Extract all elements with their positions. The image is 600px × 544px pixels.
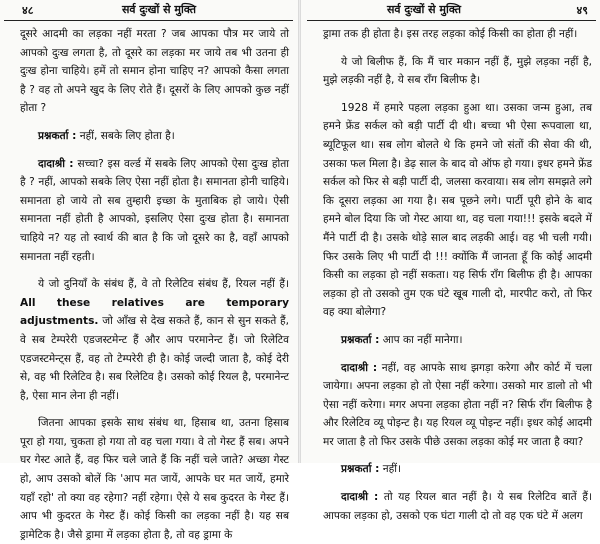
paragraph: ड्रामा तक ही होता है। इस तरह लड़का कोई किसी का होता ही नहीं। xyxy=(323,28,578,40)
answer-paragraph xyxy=(20,155,289,267)
speaker-label: दादाश्री : xyxy=(38,157,74,170)
right-page-body xyxy=(307,21,596,525)
paragraph: दूसरे आदमी का लड़का नहीं मरता ? जब आपका पौत्र मर जाये तो आपको दुःख लगता है, तो दूसरे का लड़का मर जाये तब भी उतना ही दुःख होना चाहिये। हमें तो समान होना चाहिए न? आपको कैसा लगता है ? वह तो अपने खुद के लिए रोते हैं। दूसरों के लिए आपको कुछ नहीं होता ? xyxy=(20,28,289,115)
paragraph-text: ये जो दुनियाँ के संबंध हैं, वे तो रिलेटिव संबंध हैं, रियल नहीं हैं। xyxy=(38,278,289,291)
speaker-label: प्रश्नकर्ता : xyxy=(38,129,77,142)
paragraph: जितना आपका इसके साथ संबंध था, हिसाब था, उतना हिसाब पूरा हो गया, चुकता हो गया तो वह चला गया। वे तो गेस्ट हैं सब। अपने घर गेस्ट आते हैं, वह फिर चले जाते हैं कि नहीं चले जाते? अच्छा गेस्ट हो, आप उसको बोलें कि 'आप मत जायें, आपके घर मत जायें, हमारे यहाँ रहो' तो क्या वह रहेगा? नहीं रहेगा। ऐसे ये सब कुदरत के गेस्ट हैं। आप भी कुदरत के गेस्ट हैं। कोई किसी का लड़का नहीं है। यह सब ड्रामेटिक है। जैसे ड्रामा में लड़का होता है, तो वह ड्रामा के xyxy=(20,417,289,541)
speech-text: नहीं। xyxy=(382,463,402,476)
paragraph: ये जो बिलीफ हैं, कि मैं चार मकान नहीं हैं, मुझे लड़का नहीं है, मुझे लड़की नहीं है, ये सब रॉंग बिलीफ है। xyxy=(323,55,592,87)
left-page-body xyxy=(4,21,293,544)
speaker-label: प्रश्नकर्ता : xyxy=(341,333,380,346)
speech-text: तो यह रियल बात नहीं है। ये सब रिलेटिव बातें हैं। आपका लड़का हो, उसको एक घंटा गाली दो तो वह एक घंटे में अलग xyxy=(323,491,592,522)
speech-text: नहीं, सबके लिए होता है। xyxy=(79,129,175,142)
paragraph: 1928 में हमारे पहला लड़का हुआ था। उसका जन्म हुआ, तब हमने फ्रेंड सर्कल को बड़ी पार्टी दी थी। बच्चा भी ऐसा रूपवाला था, ब्यूटिफूल था। सब लोग बोलते थे कि हमने जो संतों की सेवा की थी, उसका फल मिला है। डेढ़ साल के बाद वो ऑफ हो गया। इधर हमने फ्रेंड सर्कल को फिर से बड़ी पार्टी दी, जलसा करवाया। सब लोग समझते लगे कि दूसरा लड़का आ गया है। सब पूछने लगे। पार्टी पूरी होने के बाद हमने बोल दिया कि जो गेस्ट आया था, वह चला गया!!! इसके बदले में मैंने पार्टी दी है। उसके थोड़े साल बाद लड़की आई। वह भी चली गयी। फिर उसके लिए भी पार्टी दी !!! क्योंकि मैं जानता हूँ कि कोई आदमी किसी का लड़का हो नहीं सकता। यह सिर्फ रॉंग बिलीफ ही है। आपका लड़का हो तो उसको तुम एक घंटे खूब गाली दो, मारपीट करो, तो फिर वह क्या बोलेगा? xyxy=(323,101,592,319)
speech-text: सच्चा? इस वर्ल्ड में सबके लिए आपको ऐसा दुःख होता है ? नहीं, आपको सबके लिए ऐसा नहीं होता है। समानता होनी चाहिये। समानता हो जाये तो सब तुम्हारी इच्छा के मुताबिक हो जाये। ऐसी समानता नहीं होती है आपको, इसलिए ऐसा दुःख होता है। समानता चाहिये न? यह तो स्वार्थ की बात है कि जो दूसरे का है, वहाँ आपको समानता नहीं रहती। xyxy=(20,157,289,263)
paragraph xyxy=(20,275,289,405)
question-line xyxy=(323,460,592,479)
left-running-head: सर्व दुःखों से मुक्ति xyxy=(122,3,196,16)
speaker-label: प्रश्नकर्ता : xyxy=(341,463,380,476)
question-line xyxy=(20,127,289,146)
answer-paragraph xyxy=(323,488,592,525)
question-line xyxy=(323,331,592,350)
speaker-label: दादाश्री : xyxy=(341,361,378,374)
right-page-header xyxy=(307,0,596,21)
book-gutter xyxy=(298,0,301,463)
english-sentence: All these relatives are temporary adjustments. xyxy=(20,296,289,328)
right-page-number: ४९ xyxy=(576,4,588,17)
paragraph-text: जो आँख से देख सकते हैं, कान से सुन सकते हैं, वे सब टेम्परेरी एडजस्टमेन्ट हैं और आप परमानेन्ट हैं। जो रिलेटिव एडजस्टमेन्ट्स हैं, वह तो टेम्परेरी ही है। कोई जल्दी जाता है, कोई देरी से, वह भी रिलेटिव है। सब रिलेटिव है। उसको कोई रियल है, परमानेन्ट है, ऐसा मान लेना ही नहीं। xyxy=(20,315,289,402)
speech-text: नहीं, वह आपके साथ झगड़ा करेगा और कोर्ट में चला जायेगा। अपना लड़का हो तो ऐसा नहीं करेगा। उसको मार डालो तो भी ऐसा नहीं करेगा। मगर अपना लड़का होता नहीं न? सिर्फ रॉंग बिलीफ है और रिलेटिव व्यू पोइन्ट है। यह रियल व्यू पोइन्ट नहीं। इधर कोई आदमी मर जाता है तो फिर उसके पीछे उसका लड़का कोई मर जाता है क्या? xyxy=(323,361,592,448)
left-page-number: ४८ xyxy=(22,4,34,17)
answer-paragraph xyxy=(323,359,592,452)
speaker-label: दादाश्री : xyxy=(341,491,379,504)
left-page-header xyxy=(4,0,293,21)
right-running-head: सर्व दुःखों से मुक्ति xyxy=(387,3,461,16)
speech-text: आप का नहीं मानेगा। xyxy=(382,333,463,346)
left-page xyxy=(4,0,293,541)
right-page xyxy=(307,0,596,522)
